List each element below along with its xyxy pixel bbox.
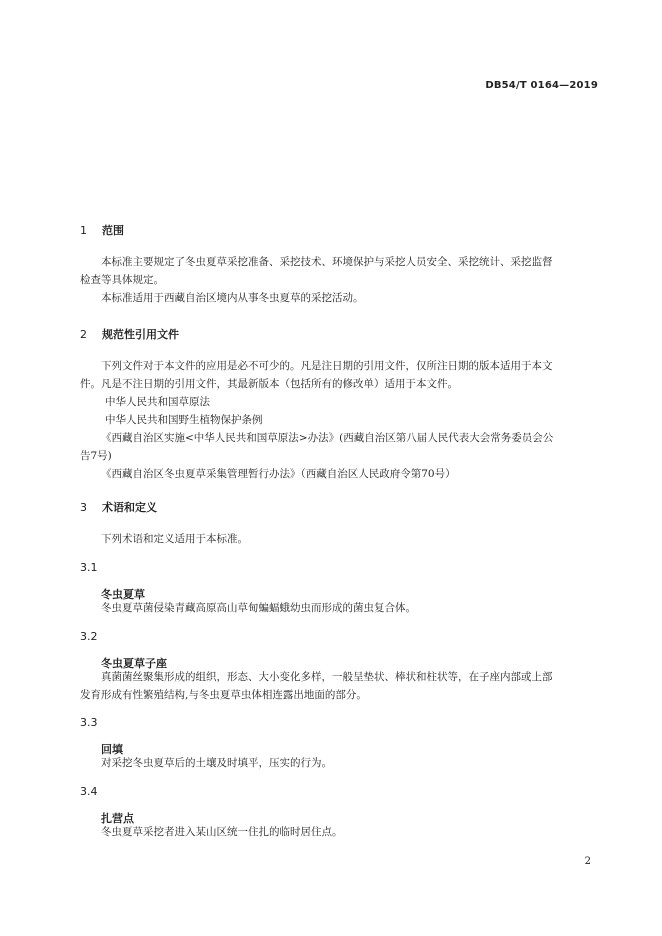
term-number: 3.1 [80, 561, 98, 574]
reference-item: 《西藏自治区冬虫夏草采集管理暂行办法》（西藏自治区人民政府令第70号） [101, 468, 456, 480]
text-line: 告7号) [80, 450, 112, 462]
reference-item [80, 429, 600, 465]
section-number: 3 [80, 501, 87, 514]
term-definition: 对采挖冬虫夏草后的土壤及时填平，压实的行为。 [101, 757, 332, 769]
term-number: 3.3 [80, 716, 98, 729]
references-intro [80, 357, 600, 393]
term-name: 扎营点 [101, 812, 134, 825]
scope-paragraph-1 [80, 253, 600, 289]
term-definition: 冬虫夏草菌侵染青藏高原高山草甸蝙蝠蛾幼虫而形成的菌虫复合体。 [101, 602, 416, 614]
term-definition: 冬虫夏草采挖者进入某山区统一住扎的临时居住点。 [101, 826, 343, 838]
section-number: 1 [80, 224, 87, 237]
text-line: 下列文件对于本文件的应用是必不可少的。凡是注日期的引用文件，仅所注日期的版本适用于本文 [101, 360, 553, 372]
term-number: 3.4 [80, 785, 98, 798]
section-title: 范围 [102, 224, 124, 237]
scope-paragraph-2: 本标准适用于西藏自治区境内从事冬虫夏草的采挖活动。 [101, 292, 364, 304]
text-line: 发育形成有性繁殖结构,与冬虫夏草虫体相连露出地面的部分。 [80, 689, 367, 701]
section-title: 规范性引用文件 [102, 328, 179, 341]
terms-intro: 下列术语和定义适用于本标准。 [101, 533, 248, 545]
section-heading-scope [80, 222, 124, 238]
text-line: 《西藏自治区实施<中华人民共和国草原法>办法》(西藏自治区第八届人民代表大会常务委员会公 [101, 432, 554, 444]
section-heading-terms [80, 499, 157, 515]
term-definition [80, 668, 600, 704]
term-name: 冬虫夏草 [101, 588, 145, 601]
reference-item: 中华人民共和国野生植物保护条例 [105, 414, 263, 426]
term-number: 3.2 [80, 630, 98, 643]
section-heading-references [80, 326, 179, 342]
document-code: DB54/T 0164—2019 [485, 80, 598, 91]
text-line: 检查等具体规定。 [80, 274, 164, 286]
text-line: 本标准主要规定了冬虫夏草采挖准备、采挖技术、环境保护与采挖人员安全、采挖统计、采挖监督 [101, 256, 553, 268]
term-name: 冬虫夏草子座 [101, 657, 167, 670]
section-title: 术语和定义 [102, 501, 157, 514]
reference-item: 中华人民共和国草原法 [105, 396, 210, 408]
text-line: 件。凡是不注日期的引用文件，其最新版本（包括所有的修改单）适用于本文件。 [80, 378, 458, 390]
page-number: 2 [584, 856, 591, 867]
term-name: 回填 [101, 743, 123, 756]
text-line: 真菌菌丝聚集形成的组织，形态、大小变化多样，一般呈垫状、棒状和柱状等，在子座内部或上部 [101, 671, 553, 683]
section-number: 2 [80, 328, 87, 341]
